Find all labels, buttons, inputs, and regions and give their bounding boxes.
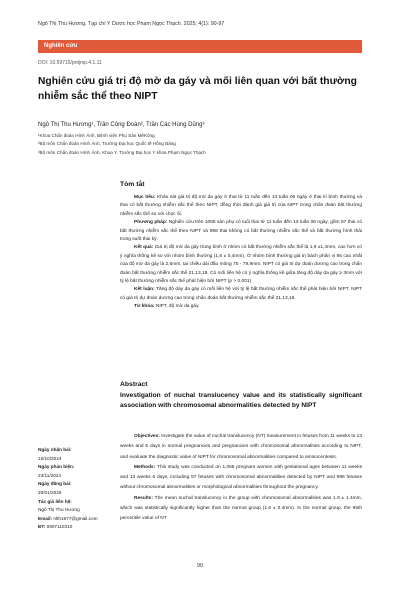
- contact-phone: [38, 523, 116, 532]
- methods-text: Nghiên cứu trên 1055 sản phụ có tuổi thai từ 11 tuần đến 13 tuần 06 ngày, gồm 57 thai có bất thường nhiễm sắc thể theo NIPT và 998 thai không có bất thường nhiễm sắc thể và bất thường hình thái trong suốt thai kỳ.: [120, 220, 363, 243]
- methods-label: Phương pháp:: [134, 220, 168, 226]
- page-number: 90: [197, 563, 203, 569]
- summary-heading: Tóm tắt: [120, 181, 145, 188]
- conclusion-label: Kết luận:: [134, 287, 155, 293]
- phone-value: 0907110310: [45, 524, 73, 530]
- phone-label: ĐT:: [38, 524, 46, 530]
- running-head: Ngô Thị Thu Hương. Tạp chí Y Dược học Phạm Ngọc Thạch. 2025; 4(1): 90-97: [38, 21, 225, 27]
- published-date: 20/01/2025: [38, 489, 62, 495]
- abstract-heading: Abstract: [120, 381, 148, 388]
- reviewed-label: Ngày phản biện:: [38, 464, 75, 470]
- section-banner: [38, 40, 362, 53]
- summary-objective: [120, 194, 362, 219]
- published-label: Ngày đăng bài:: [38, 481, 72, 487]
- objective-label: Mục tiêu:: [134, 195, 156, 200]
- summary-methods: [120, 219, 362, 244]
- english-title: Investigation of nuchal translucency value and its statistically significant association with chromosomal abnormalities detected by NIPT: [120, 392, 362, 409]
- abstract-results-label: Results:: [134, 495, 153, 501]
- objectives-text: Investigate the value of nuchal translucency (NT) measurement in fetuses from 11 weeks to 13 weeks and 6 days in normal pregnancies and pregnancies with chromosomal abnormalities according to NIPT, and evaluate the diagnostic value of NIPT for chromosomal abnormalities compared to amniocentesis.: [120, 434, 362, 460]
- vietnamese-summary: [120, 194, 362, 312]
- contact-label: Tác giả liên hệ:: [38, 498, 72, 504]
- article-info-sidebar: [38, 446, 116, 532]
- objectives-label: Objectives:: [134, 434, 160, 439]
- doi-link[interactable]: DOI: 10.59715/pntjmp.4.1.11: [38, 60, 102, 66]
- abstract-objectives: [120, 432, 362, 463]
- affiliation-1: ¹Khoa Chẩn đoán Hình Ảnh, Bệnh viện Phụ Sản MêKông: [38, 133, 155, 138]
- keywords-label: Từ khóa:: [134, 304, 155, 310]
- email-label: Email:: [38, 515, 53, 521]
- keywords-text: NIPT, độ mờ da gáy.: [154, 304, 200, 310]
- summary-keywords: [120, 303, 362, 311]
- abstract-methods-label: Methods:: [134, 464, 156, 470]
- summary-conclusion: [120, 286, 362, 303]
- summary-results: [120, 244, 362, 286]
- received-date: 16/10/2024: [38, 455, 62, 461]
- email-value[interactable]: nlth1977@gmail.com: [52, 515, 98, 521]
- results-label: Kết quả:: [134, 245, 154, 251]
- affiliation-3: ³Bộ môn Chẩn đoán Hình Ảnh, Khoa Y, Trường Đại học Y khoa Phạm Ngọc Thạch: [38, 149, 206, 155]
- abstract-results-text: The mean nuchal translucency in the group with chromosomal abnormalities was 1.9 ± 1.4mm, which was statistically significantly higher than the normal group (1.6 ± 0.4mm). In the normal group, the 95th percentile value of NT: [120, 495, 362, 522]
- conclusion-text: Tăng độ dày da gáy có mối liên hệ với tỷ lệ bất thường nhiễm sắc thể phát hiện bởi NIPT. NIPT có giá trị dự đoán dương cao trong chẩn đoán bất thường nhiễm sắc thể 21,13,18.: [120, 287, 362, 301]
- affiliation-2: ²Bộ môn Chẩn đoán Hình Ảnh, Trường Đại học Quốc tế Hồng Bàng: [38, 141, 176, 147]
- reviewed-date: 23/11/2024: [38, 472, 62, 478]
- article-title: Nghiên cứu giá trị độ mờ da gáy và mối liên quan với bất thường nhiễm sắc thể theo NIPT: [38, 76, 357, 102]
- contact-name: Ngô Thị Thu Hương: [38, 507, 80, 513]
- abstract-methods: [120, 463, 362, 494]
- contact-email: [38, 515, 116, 524]
- abstract-methods-text: This study was conducted on 1,055 pregnant women with gestational ages between 11 weeks and 13 weeks 6 days, including 57 fetuses with chromosomal abnormalities detected by NIPT and 998 fetuses without chromosomal abnormalities or morphological abnormalities throughout the pregnancy.: [120, 464, 362, 491]
- received-label: Ngày nhận bài:: [38, 447, 72, 452]
- results-text: Giá trị độ mờ da gáy trung bình ở nhóm có bất thường nhiễm sắc thể là 1,9 ±1,4mm, cao hơn có ý nghĩa thống kê so với nhóm bình thường (1,6 ± 0,4mm). Ở nhóm bình thường giá trị bách phân vị 95 cao nhất của độ mờ da gáy là 2,6mm, tại chiều dài đầu mông 75 - 79,9mm. NIPT có giá trị dự đoán dương cao trong chẩn đoán bất thường nhiễm sắc thể 21,13,18. Có mối liên hệ có ý nghĩa thống kê giữa tăng độ dày da gáy ≥ 3mm với tỷ lệ bất thường nhiễm sắc thể phát hiện bởi NIPT (p > 0,001): [120, 245, 362, 285]
- affiliations: [38, 132, 206, 157]
- english-abstract: [120, 432, 362, 525]
- objective-text: Khảo sát giá trị độ mờ da gáy ở thai từ 11 tuần đến 13 tuần 06 ngày ở thai kì bình thường và thai có bất thường nhiễm sắc thể theo NIPT, đồng thời đánh giá giá trị của NIPT trong chẩn đoán bất thường nhiễm sắc thể so với chọc ối.: [120, 195, 363, 217]
- section-label: Nghiên cứu: [44, 43, 78, 49]
- abstract-results: [120, 494, 362, 525]
- author-list: Ngô Thị Thu Hương¹, Trần Công Đoàn², Trần Các Hùng Dũng³: [38, 122, 205, 128]
